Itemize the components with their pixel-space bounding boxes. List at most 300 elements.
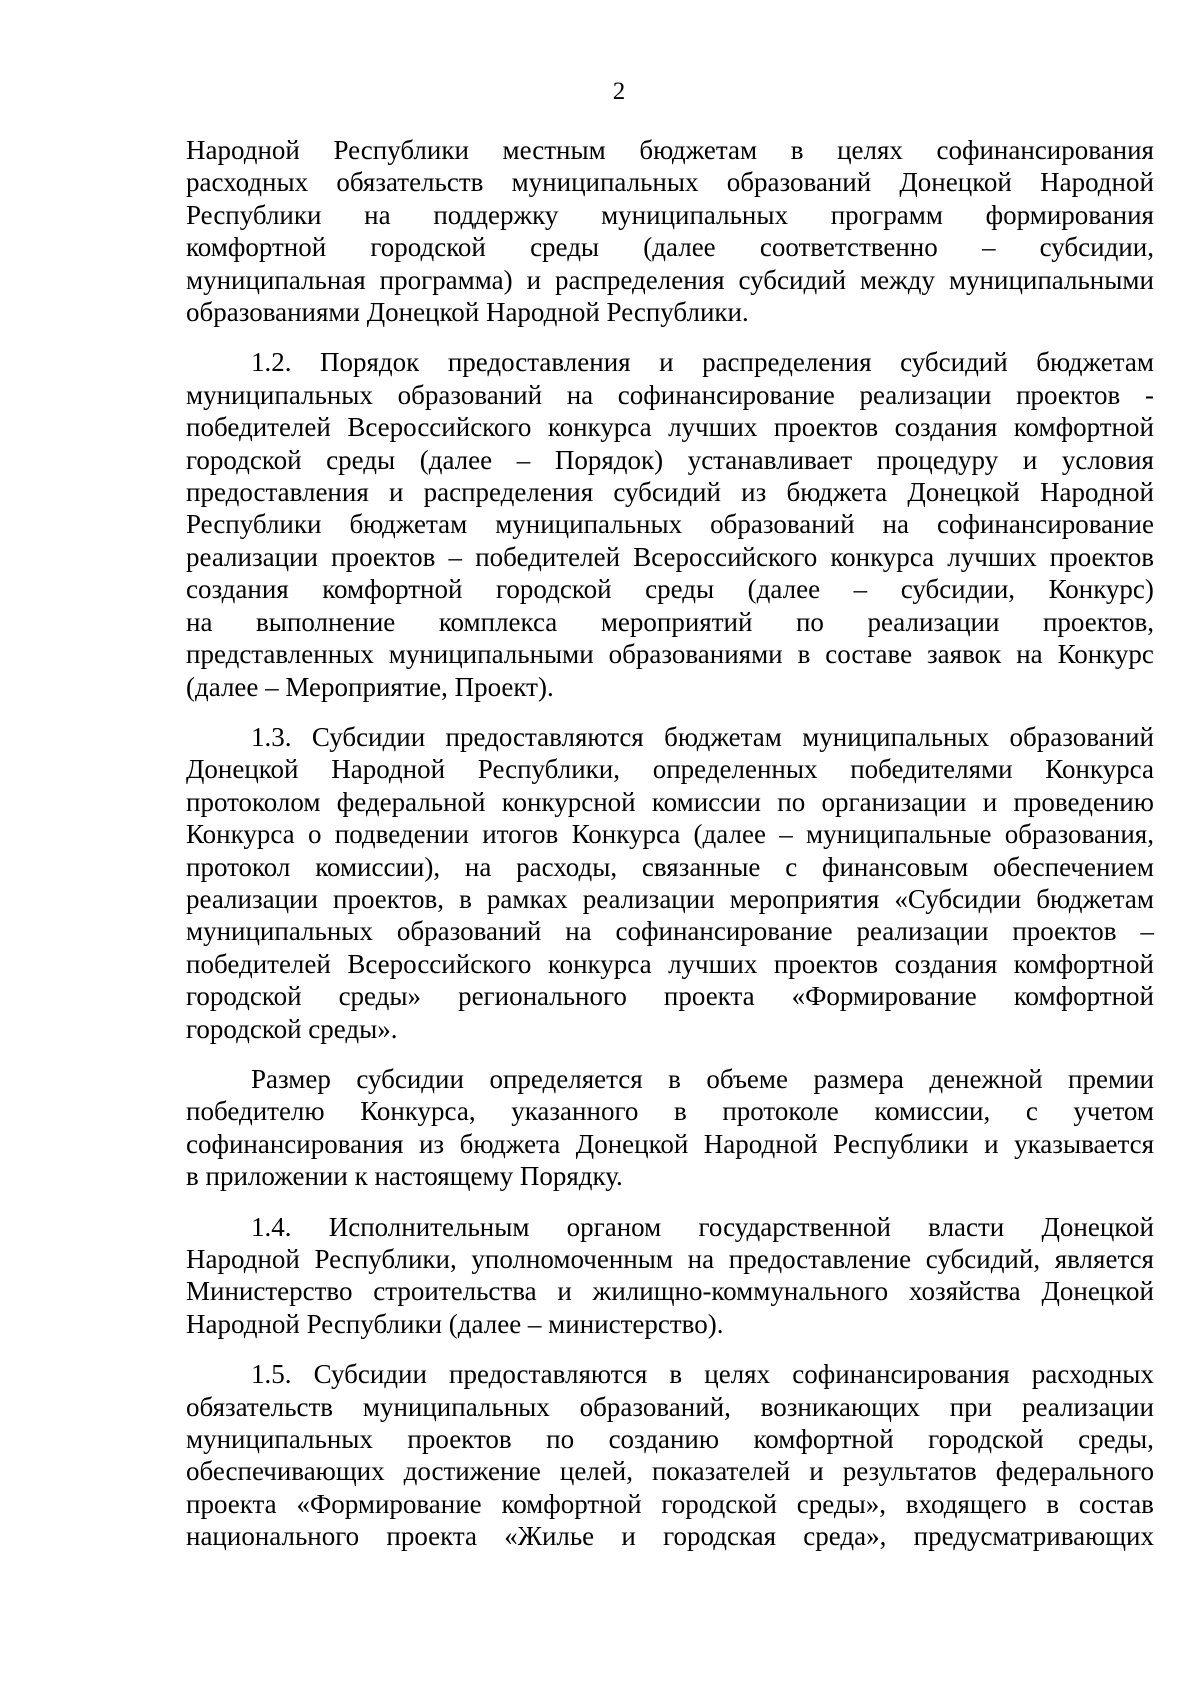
word: комиссии), xyxy=(315,851,441,882)
text-line xyxy=(186,1275,1154,1307)
word: по xyxy=(795,606,824,637)
word: регионального xyxy=(458,981,627,1012)
word: софинансирования xyxy=(186,1128,404,1159)
word: бюджетам xyxy=(1036,883,1154,914)
word: Донецкой xyxy=(186,754,299,785)
word: на xyxy=(565,916,592,947)
word: 1.5. xyxy=(251,1359,292,1390)
word: Народной xyxy=(331,754,446,785)
word: субсидий xyxy=(900,347,1008,378)
word: предусматривающих xyxy=(913,1521,1154,1552)
word: предоставление xyxy=(728,1244,912,1274)
word: распределения xyxy=(423,477,594,508)
word: и xyxy=(982,786,998,817)
word: среды», xyxy=(796,1488,886,1519)
word: протоколом xyxy=(186,786,321,817)
word: комплекса xyxy=(438,606,558,637)
word: бюджетам xyxy=(664,721,782,752)
word: обязательств xyxy=(186,1391,334,1422)
word: поддержку xyxy=(433,199,559,230)
word: указанного xyxy=(511,1096,639,1127)
word: на xyxy=(186,606,213,637)
word: - xyxy=(1144,379,1154,410)
word: реализации xyxy=(186,883,318,914)
word: Республики xyxy=(186,199,322,230)
word: лучших xyxy=(668,948,758,979)
word: комфортной xyxy=(322,574,463,605)
text-line xyxy=(186,134,1154,166)
word: из xyxy=(741,477,767,508)
word: «Субсидии xyxy=(894,883,1022,914)
word: проектов, xyxy=(333,883,444,914)
word: программ xyxy=(830,199,943,230)
word: городской xyxy=(495,574,612,605)
word: – xyxy=(981,232,996,263)
text-line xyxy=(186,948,1154,980)
word: софинансирования xyxy=(792,1359,1010,1390)
word: возникающих xyxy=(760,1391,920,1422)
text-line xyxy=(186,1095,1154,1127)
word: показателей xyxy=(651,1456,791,1487)
word: является xyxy=(1054,1244,1154,1274)
word: бюджета xyxy=(786,477,888,508)
text-line xyxy=(186,883,1154,915)
word: проектов xyxy=(773,948,879,979)
word: на xyxy=(364,199,391,230)
word: Донецкой xyxy=(1041,1211,1154,1242)
word: Конкурса xyxy=(186,819,295,850)
word: Субсидии xyxy=(313,1359,427,1390)
word: государственной xyxy=(698,1211,891,1242)
word: победителей xyxy=(186,412,331,443)
word: (далее xyxy=(419,444,493,475)
word: конкурса xyxy=(547,412,652,443)
word: Субсидии xyxy=(311,721,426,752)
page-number: 2 xyxy=(612,78,626,105)
text-line xyxy=(186,444,1154,476)
word: среды xyxy=(530,232,600,263)
word: в xyxy=(669,1359,683,1390)
word: бюджета xyxy=(459,1128,561,1159)
word: состав xyxy=(1078,1488,1154,1519)
word: Конкурса xyxy=(1045,754,1154,785)
text-line xyxy=(186,231,1154,263)
text-line xyxy=(186,476,1154,508)
word: расходы, xyxy=(516,851,618,882)
word: проектов xyxy=(773,412,879,443)
word: городской xyxy=(661,1488,777,1519)
word: и xyxy=(388,477,404,508)
word: софинансирования xyxy=(936,135,1154,165)
word: городская xyxy=(663,1521,777,1552)
text-line xyxy=(186,851,1154,883)
text-line xyxy=(186,1520,1154,1552)
word: софинансирование xyxy=(615,916,833,947)
word: – xyxy=(516,444,531,475)
word: на xyxy=(464,851,492,882)
text-line xyxy=(186,753,1154,785)
word: образований xyxy=(1009,721,1154,752)
word: среды» xyxy=(338,981,422,1012)
word: определенных xyxy=(652,754,818,785)
word: распределения xyxy=(555,264,725,295)
word: муниципальных xyxy=(802,721,990,752)
word: Конкурс xyxy=(1057,639,1154,670)
word: условия xyxy=(1061,444,1154,475)
word: целей, xyxy=(559,1456,633,1487)
word: созданию xyxy=(608,1424,720,1455)
text-line xyxy=(186,1488,1154,1520)
word: городской xyxy=(186,981,302,1012)
word: на xyxy=(1016,639,1043,670)
word: среда», xyxy=(803,1521,887,1552)
word: программа) xyxy=(379,264,513,295)
word: целях xyxy=(704,1359,771,1390)
word: комфортной xyxy=(1013,981,1154,1012)
word: проектов xyxy=(1016,379,1121,410)
paragraph-1-3 xyxy=(186,721,1154,1045)
word: организации xyxy=(821,786,967,817)
word: в xyxy=(797,639,811,670)
word: городской xyxy=(928,1424,1044,1455)
word: и xyxy=(526,264,542,295)
word: – xyxy=(779,819,793,850)
word: и xyxy=(984,1128,999,1159)
word: проектов xyxy=(1012,916,1117,947)
word: реализации xyxy=(867,606,1000,637)
text-line xyxy=(186,786,1154,818)
word: органом xyxy=(566,1211,662,1242)
word: создания xyxy=(894,412,998,443)
word: муниципальных xyxy=(362,1391,550,1422)
word: реализации xyxy=(1021,1391,1154,1422)
word: с xyxy=(1025,1096,1038,1127)
word: определяется xyxy=(489,1063,643,1094)
word: Конкурса xyxy=(571,819,681,850)
word: Порядок) xyxy=(554,444,664,475)
word: 1.2. xyxy=(251,347,292,378)
paragraph-1-4 xyxy=(186,1211,1154,1341)
word: комфортной xyxy=(1013,412,1154,443)
word: комфортной xyxy=(501,1488,642,1519)
word: и xyxy=(1022,444,1038,475)
word: субсидии xyxy=(356,1063,464,1094)
text-line xyxy=(186,1391,1154,1423)
word: и xyxy=(809,1456,824,1487)
text-line xyxy=(186,508,1154,540)
word: «Формирование xyxy=(791,981,977,1012)
word: Народной xyxy=(703,1128,818,1159)
word: Республики, xyxy=(477,754,620,785)
text-line xyxy=(186,1358,1154,1390)
word: Донецкой xyxy=(907,477,1020,508)
word: образованиями xyxy=(608,639,783,670)
word: реализации xyxy=(186,541,318,572)
word: входящего xyxy=(905,1488,1027,1519)
word: Всероссийского xyxy=(347,948,532,979)
word: софинансирование xyxy=(617,379,835,410)
word: проектов, xyxy=(1042,606,1154,637)
word: муниципальных xyxy=(186,379,373,410)
word: проектов xyxy=(1049,541,1154,572)
word: лучших xyxy=(668,412,758,443)
word: городской xyxy=(370,232,486,263)
word: субсидий, xyxy=(925,1244,1041,1274)
paragraph-1-2 xyxy=(186,346,1154,702)
paragraph-1-5 xyxy=(186,1358,1154,1552)
word: национального xyxy=(186,1521,360,1552)
word: протокол xyxy=(186,851,291,882)
word: победителей xyxy=(186,948,331,979)
word: бюджетам xyxy=(1036,347,1154,378)
word: Конкурс) xyxy=(1048,574,1154,605)
word: муниципальных xyxy=(601,199,789,230)
word: и xyxy=(621,1521,636,1552)
word: (далее xyxy=(643,232,716,263)
word: создания xyxy=(186,574,289,605)
word: объеме xyxy=(706,1063,788,1094)
word: субсидии, xyxy=(900,574,1016,605)
word: реализации xyxy=(582,883,715,914)
word: федеральной xyxy=(336,786,486,817)
word: между xyxy=(860,264,935,295)
word: предоставляются xyxy=(445,721,644,752)
word: уполномоченным xyxy=(471,1244,673,1274)
word: муниципальных xyxy=(511,167,699,198)
word: муниципальных xyxy=(186,1424,373,1455)
word: Народной xyxy=(1040,167,1154,198)
word: в xyxy=(668,1063,681,1094)
word: на xyxy=(687,1244,715,1274)
text-line xyxy=(186,573,1154,605)
text-line xyxy=(186,411,1154,443)
word: местным xyxy=(502,135,606,165)
word: по xyxy=(777,786,806,817)
text-line xyxy=(186,166,1154,198)
word: выполнение xyxy=(255,606,396,637)
word: Размер xyxy=(251,1063,331,1094)
word: федерального xyxy=(995,1456,1154,1487)
word: «Жилье xyxy=(504,1521,595,1552)
text-line xyxy=(186,1243,1154,1275)
word: (далее xyxy=(693,819,766,850)
word: предоставления xyxy=(186,477,369,508)
word: премии xyxy=(1068,1063,1154,1094)
word: Исполнительным xyxy=(328,1211,530,1242)
paragraph-continuation xyxy=(186,134,1154,328)
text-line xyxy=(186,818,1154,850)
word: муниципальными xyxy=(948,264,1154,295)
word: и xyxy=(557,1276,572,1307)
word: среды xyxy=(326,444,396,475)
word: расходных xyxy=(1031,1359,1154,1390)
word: образований, xyxy=(579,1391,731,1422)
word: среды, xyxy=(1078,1424,1154,1455)
word: предоставляются xyxy=(449,1359,648,1390)
word: Донецкой xyxy=(899,167,1012,198)
text-line: Народной Республики (далее – министерство). xyxy=(186,1308,724,1339)
word: конкурсной xyxy=(501,786,636,817)
word: формирования xyxy=(985,199,1154,230)
text-line xyxy=(186,638,1154,670)
word: обязательств xyxy=(336,167,484,198)
word: среды xyxy=(645,574,715,605)
word: Порядок xyxy=(320,347,420,378)
word: с xyxy=(785,851,798,882)
word: проекта xyxy=(386,1521,478,1552)
word: лучших xyxy=(947,541,1037,572)
word: Министерство xyxy=(186,1276,353,1307)
word: «Формирование xyxy=(296,1488,482,1519)
word: проекта xyxy=(186,1488,277,1519)
word: комиссии, xyxy=(874,1096,991,1127)
word: обеспечением xyxy=(993,851,1154,882)
word: на xyxy=(566,379,594,410)
word: бюджетам xyxy=(639,135,758,165)
word: Республики xyxy=(186,509,322,540)
word: составе xyxy=(825,639,913,670)
word: – xyxy=(448,541,463,572)
text-line xyxy=(186,346,1154,378)
word: о xyxy=(307,819,322,850)
word: реализации xyxy=(859,379,992,410)
word: победителю xyxy=(186,1096,325,1127)
word: на xyxy=(882,509,909,540)
word: мероприятия xyxy=(729,883,880,914)
word: Республики, xyxy=(314,1244,457,1274)
word: образования, xyxy=(1004,819,1154,850)
word: денежной xyxy=(929,1063,1043,1094)
word: муниципальных xyxy=(186,916,373,947)
word: конкурса xyxy=(830,541,935,572)
word: жилищно-коммунального xyxy=(592,1276,889,1307)
word: проведению xyxy=(1013,786,1154,817)
word: субсидий xyxy=(613,477,721,508)
word: и xyxy=(659,347,674,378)
word: 1.4. xyxy=(251,1211,292,1242)
word: устанавливает xyxy=(687,444,853,475)
word: мероприятий xyxy=(600,606,753,637)
word: Республики xyxy=(333,135,469,165)
word: по xyxy=(546,1424,575,1455)
word: конкурса xyxy=(547,948,652,979)
word: распределения xyxy=(702,347,872,378)
word: создания xyxy=(894,948,998,979)
word: целях xyxy=(837,135,903,165)
word: образований xyxy=(396,916,542,947)
text-line xyxy=(186,606,1154,638)
word: – xyxy=(853,574,868,605)
word: протоколе xyxy=(722,1096,839,1127)
word: размера xyxy=(813,1063,904,1094)
word: обеспечивающих xyxy=(186,1456,385,1487)
word: – xyxy=(1140,916,1154,947)
word: реализации xyxy=(856,916,989,947)
word: Донецкой xyxy=(575,1128,689,1159)
word: представленных xyxy=(186,639,374,670)
word: проектов xyxy=(407,1424,512,1455)
word: предоставления xyxy=(447,347,631,378)
word: в xyxy=(673,1096,687,1127)
word: рамках xyxy=(486,883,568,914)
word: комфортной xyxy=(1013,948,1154,979)
word: муниципальные xyxy=(806,819,992,850)
word: образований xyxy=(397,379,543,410)
text-line xyxy=(186,1063,1154,1095)
word: образований xyxy=(710,509,855,540)
word: финансовым xyxy=(821,851,969,882)
word: подведении xyxy=(334,819,469,850)
word: проекта xyxy=(663,981,755,1012)
text-line xyxy=(186,1455,1154,1487)
word: расходных xyxy=(186,167,309,198)
word: Всероссийского xyxy=(347,412,532,443)
word: победителей xyxy=(475,541,621,572)
word: процедуру xyxy=(876,444,999,475)
text-line: (далее – Мероприятие, Проект). xyxy=(186,671,554,702)
word: при xyxy=(949,1391,993,1422)
word: Всероссийского xyxy=(633,541,818,572)
text-line xyxy=(186,915,1154,947)
word: Конкурса, xyxy=(360,1096,476,1127)
text-line xyxy=(186,1423,1154,1455)
word: указывается xyxy=(1014,1128,1154,1159)
word: в xyxy=(1046,1488,1060,1519)
word: комиссии xyxy=(651,786,762,817)
word: учетом xyxy=(1073,1096,1154,1127)
word: хозяйства xyxy=(908,1276,1021,1307)
text-line xyxy=(186,264,1154,296)
word: Народной xyxy=(1040,477,1154,508)
text-line xyxy=(186,721,1154,753)
word: связанные xyxy=(641,851,761,882)
text-line xyxy=(186,1211,1154,1243)
text-line xyxy=(186,199,1154,231)
word: из xyxy=(418,1128,445,1159)
word: итогов xyxy=(482,819,559,850)
word: муниципальная xyxy=(186,264,366,295)
text-line xyxy=(186,980,1154,1012)
word: муниципальными xyxy=(388,639,594,670)
word: субсидии, xyxy=(1039,232,1154,263)
word: в xyxy=(459,883,472,914)
word: достижение xyxy=(403,1456,541,1487)
word: результатов xyxy=(842,1456,977,1487)
word: муниципальных xyxy=(495,509,683,540)
word: строительства xyxy=(373,1276,537,1307)
word: субсидий xyxy=(738,264,847,295)
word: Донецкой xyxy=(1041,1276,1154,1307)
word: соответственно xyxy=(759,232,938,263)
document-body xyxy=(186,134,1154,1553)
text-line: городской среды». xyxy=(186,1013,398,1044)
word: комфортной xyxy=(186,232,327,263)
text-line xyxy=(186,379,1154,411)
word: власти xyxy=(928,1211,1005,1242)
word: образований xyxy=(726,167,872,198)
word: комфортной xyxy=(753,1424,894,1455)
text-line: образованиями Донецкой Народной Республики. xyxy=(186,297,749,328)
word: в xyxy=(790,135,804,165)
text-line xyxy=(186,1128,1154,1160)
paragraph-subsidy-size xyxy=(186,1063,1154,1193)
word: проектов xyxy=(331,541,436,572)
word: (далее xyxy=(747,574,821,605)
word: бюджетам xyxy=(349,509,468,540)
word: Народной xyxy=(186,1244,300,1274)
word: 1.3. xyxy=(251,721,292,752)
word: Республики xyxy=(833,1128,969,1159)
